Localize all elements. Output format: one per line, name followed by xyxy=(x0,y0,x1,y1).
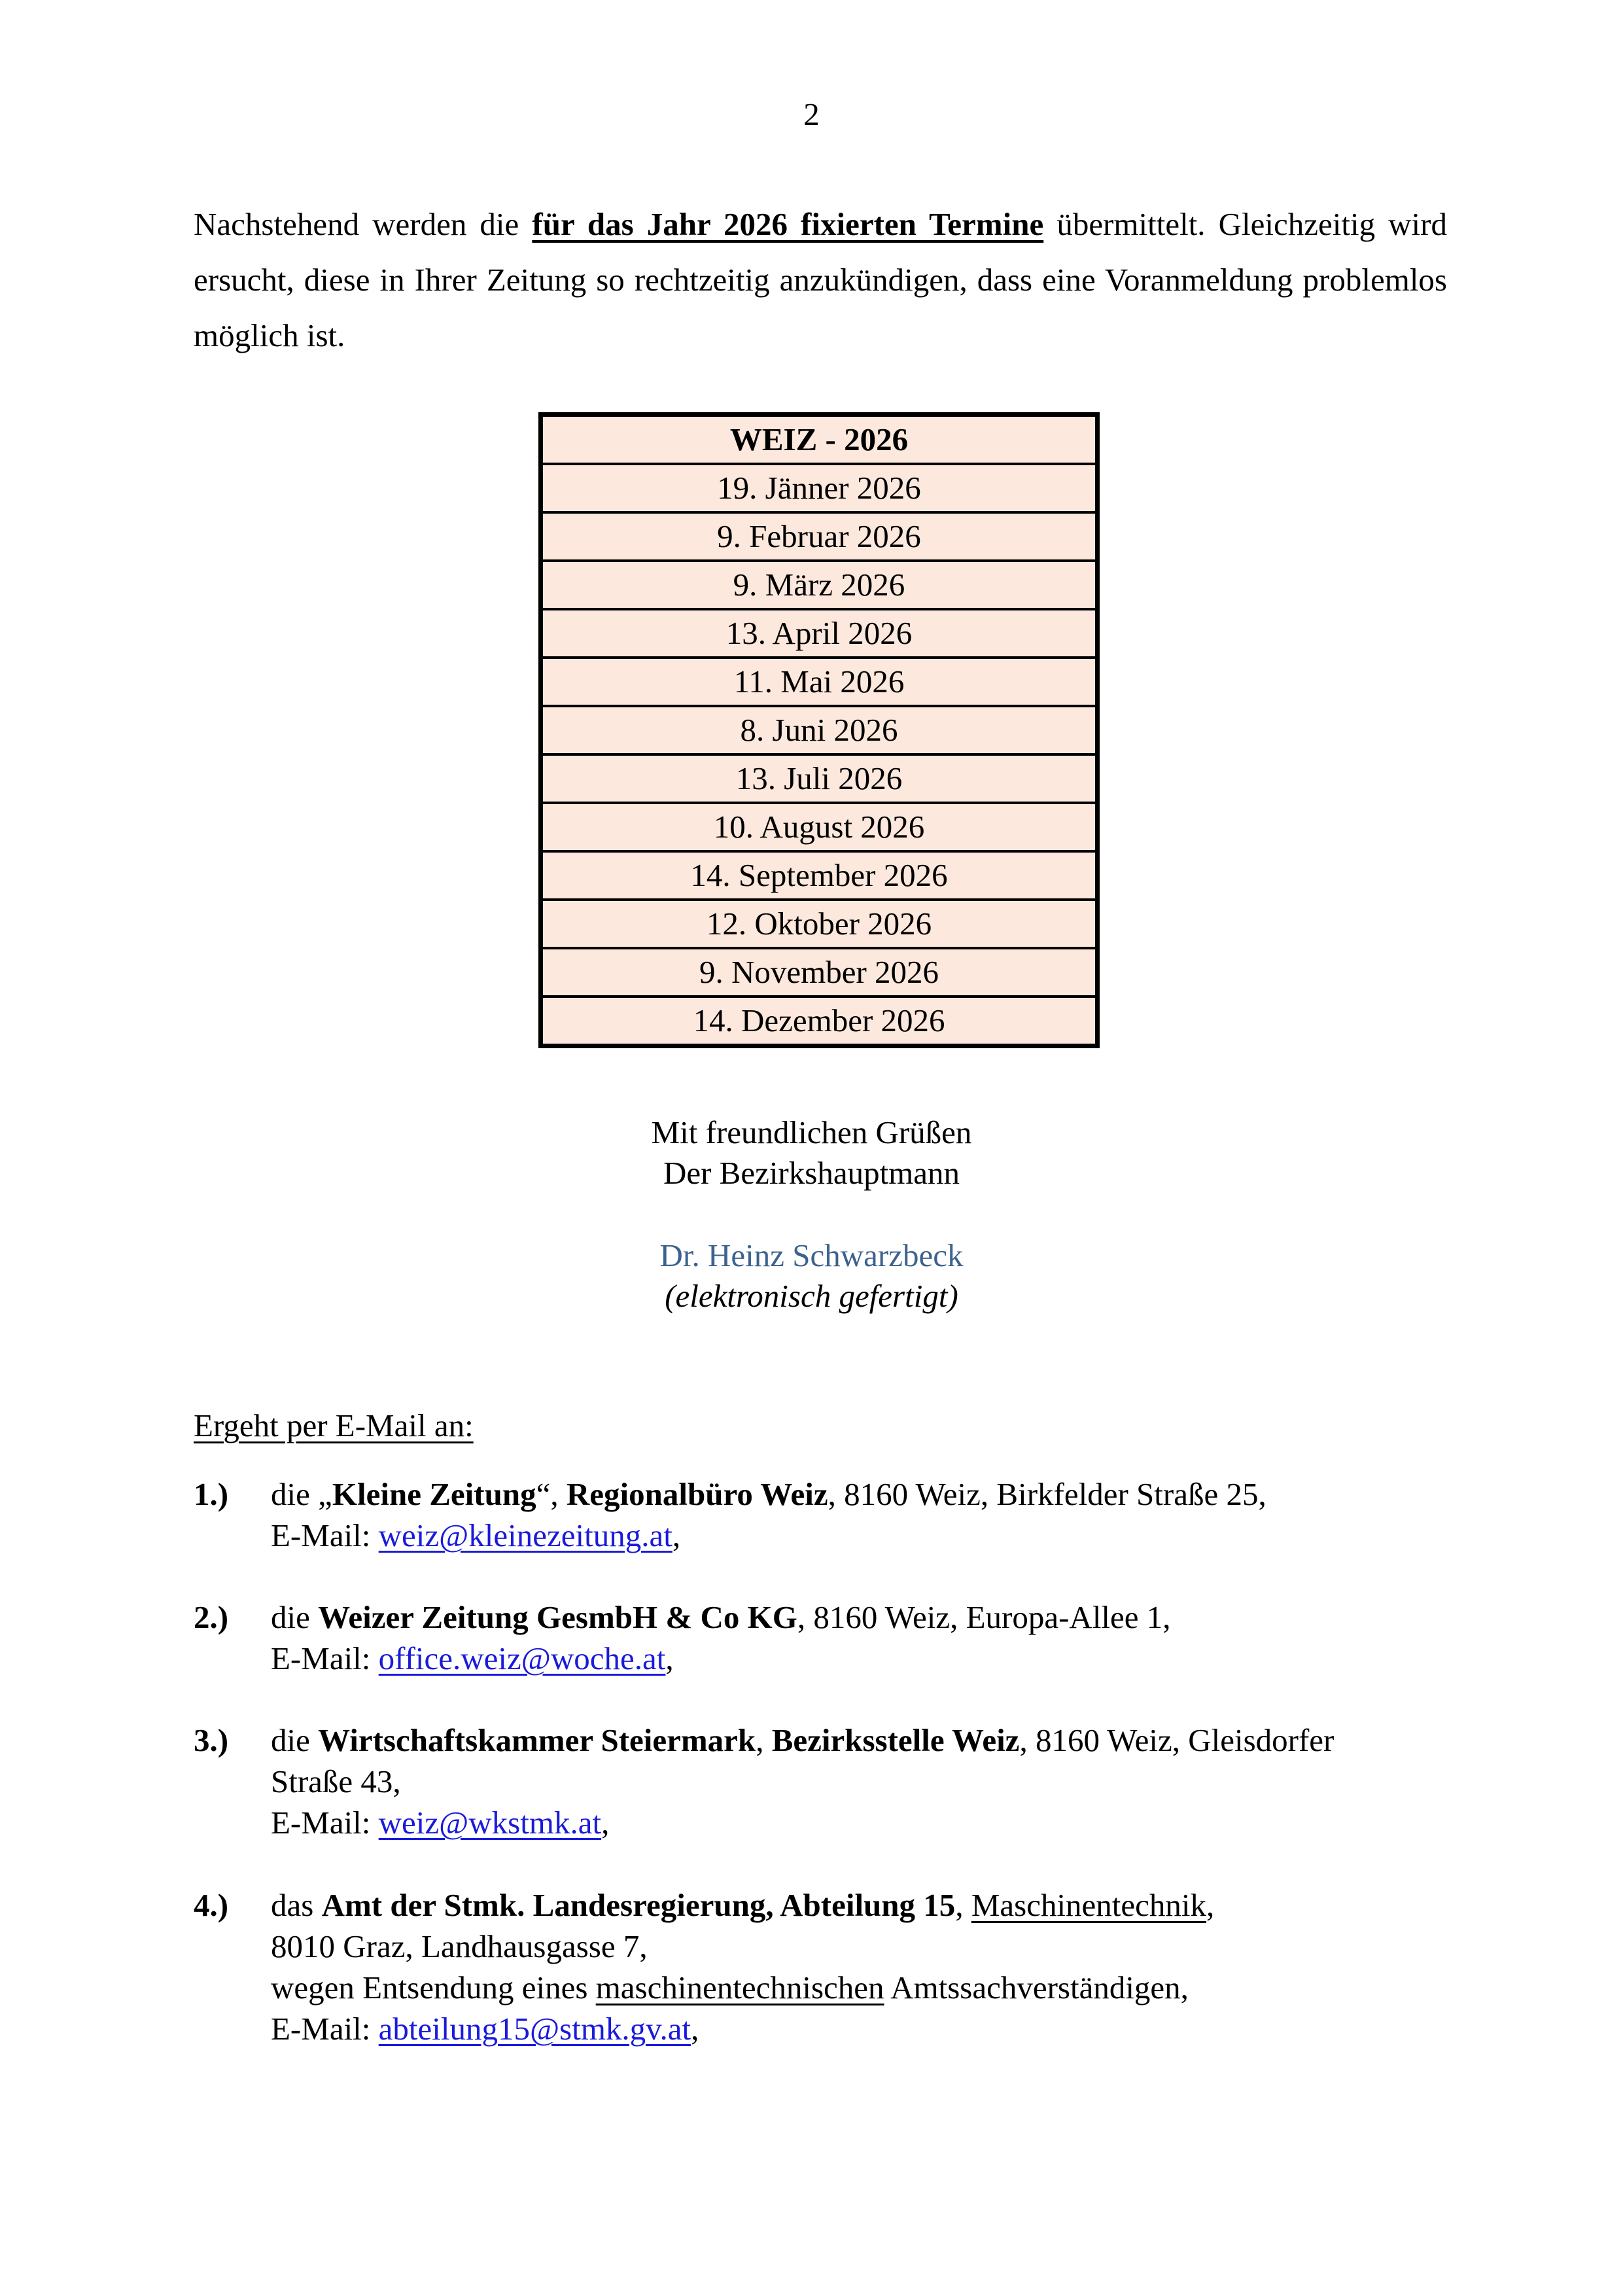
distribution-heading xyxy=(194,1407,474,1444)
entry-purpose-underlined: maschinentechnischen xyxy=(595,1969,884,2005)
intro-emphasis: für das Jahr 2026 fixierten Termine xyxy=(532,206,1044,242)
entry-purpose-before: wegen Entsendung eines xyxy=(271,1969,596,2005)
entry-separator: , xyxy=(756,1722,772,1758)
recipient-entry-1 xyxy=(194,1474,1437,1556)
date-row xyxy=(541,464,1098,512)
date-row xyxy=(541,900,1098,948)
entry-address-line xyxy=(271,1597,1437,1638)
date-row xyxy=(541,754,1098,803)
email-link[interactable]: abteilung15@stmk.gv.at xyxy=(378,2011,691,2047)
entry-org-name: Amt der Stmk. Landesregierung, Abteilung 15 xyxy=(321,1887,956,1923)
date-row xyxy=(541,658,1098,706)
recipient-entry-4 xyxy=(194,1884,1437,2049)
dates-table-header-row xyxy=(541,415,1098,465)
entry-number: 1.) xyxy=(194,1476,229,1512)
entry-trail: , xyxy=(672,1517,681,1553)
entry-separator: , xyxy=(955,1887,971,1923)
date-cell: 12. Oktober 2026 xyxy=(541,900,1098,948)
date-row xyxy=(541,561,1098,609)
entry-department: Maschinentechnik xyxy=(971,1887,1207,1923)
entry-trail: , xyxy=(691,2011,699,2047)
entry-prefix: die xyxy=(271,1599,319,1635)
entry-email-line xyxy=(271,1515,1437,1556)
date-cell: 14. Dezember 2026 xyxy=(541,997,1098,1046)
entry-trail: , xyxy=(665,1640,674,1676)
entry-org-name: Wirtschaftskammer Steiermark xyxy=(318,1722,756,1758)
email-link[interactable]: weiz@kleinezeitung.at xyxy=(378,1517,672,1553)
entry-trail: , xyxy=(601,1805,610,1841)
entry-email-line xyxy=(271,2008,1437,2049)
signature-note: (elektronisch gefertigt) xyxy=(665,1278,958,1314)
date-row xyxy=(541,512,1098,561)
entry-number: 2.) xyxy=(194,1599,229,1635)
entry-number: 3.) xyxy=(194,1722,229,1758)
intro-text-before: Nachstehend werden die xyxy=(194,206,532,242)
date-cell: 9. März 2026 xyxy=(541,561,1098,609)
date-cell: 14. September 2026 xyxy=(541,851,1098,900)
entry-address: , 8160 Weiz, Gleisdorfer Straße 43, xyxy=(271,1722,1335,1799)
dates-table-header: WEIZ - 2026 xyxy=(729,421,909,457)
closing-title: Der Bezirkshauptmann xyxy=(663,1155,960,1191)
date-cell: 11. Mai 2026 xyxy=(541,658,1098,706)
date-cell: 9. Februar 2026 xyxy=(541,512,1098,561)
entry-email-line xyxy=(271,1802,1384,1843)
date-cell: 13. Juli 2026 xyxy=(541,754,1098,803)
email-label: E-Mail: xyxy=(271,1805,379,1841)
entry-org-name: Kleine Zeitung xyxy=(332,1476,536,1512)
recipient-entry-2 xyxy=(194,1597,1437,1679)
entry-prefix: das xyxy=(271,1887,322,1923)
intro-paragraph xyxy=(194,196,1447,363)
date-cell: 9. November 2026 xyxy=(541,948,1098,997)
date-row xyxy=(541,609,1098,658)
email-label: E-Mail: xyxy=(271,2011,379,2047)
entry-address-line-2: 8010 Graz, Landhausgasse 7, xyxy=(271,1928,648,1964)
entry-address-line xyxy=(271,1474,1437,1515)
date-cell: 13. April 2026 xyxy=(541,609,1098,658)
entry-address: , 8160 Weiz, Birkfelder Straße 25, xyxy=(828,1476,1266,1512)
entry-email-line xyxy=(271,1638,1437,1679)
closing-greeting: Mit freundlichen Grüßen xyxy=(651,1114,972,1150)
date-cell: 10. August 2026 xyxy=(541,803,1098,851)
email-link[interactable]: office.weiz@woche.at xyxy=(378,1640,666,1676)
entry-separator: , xyxy=(1206,1887,1215,1923)
recipient-entry-3 xyxy=(194,1720,1384,1843)
entry-org-unit: Regionalbüro Weiz xyxy=(566,1476,828,1512)
date-row xyxy=(541,803,1098,851)
entry-prefix: die „ xyxy=(271,1476,332,1512)
date-row xyxy=(541,706,1098,754)
entry-number: 4.) xyxy=(194,1887,229,1923)
page-number: 2 xyxy=(803,96,820,132)
date-cell: 8. Juni 2026 xyxy=(541,706,1098,754)
entry-address-line xyxy=(271,1720,1384,1802)
dates-table xyxy=(538,412,1100,1048)
entry-separator: “, xyxy=(536,1476,567,1512)
intro-text-after: übermittelt. Gleichzeitig wird ersucht, diese in Ihrer Zeitung so rechtzeitig anzukündigen, dass eine Voranmeldung problemlos möglich ist. xyxy=(194,206,1447,353)
email-label: E-Mail: xyxy=(271,1640,379,1676)
email-label: E-Mail: xyxy=(271,1517,379,1553)
signer-name: Dr. Heinz Schwarzbeck xyxy=(659,1237,964,1273)
entry-address: , 8160 Weiz, Europa-Allee 1, xyxy=(797,1599,1171,1635)
entry-prefix: die xyxy=(271,1722,319,1758)
entry-address-line xyxy=(271,1884,1437,1926)
date-cell: 19. Jänner 2026 xyxy=(541,464,1098,512)
date-row xyxy=(541,997,1098,1046)
entry-purpose-after: Amtssachverständigen, xyxy=(884,1969,1189,2005)
distribution-heading-text: Ergeht per E-Mail an: xyxy=(194,1407,474,1443)
email-link[interactable]: weiz@wkstmk.at xyxy=(378,1805,602,1841)
date-row xyxy=(541,851,1098,900)
entry-org-name: Weizer Zeitung GesmbH & Co KG xyxy=(318,1599,797,1635)
entry-org-unit: Bezirksstelle Weiz xyxy=(771,1722,1020,1758)
date-row xyxy=(541,948,1098,997)
entry-purpose-line xyxy=(271,1967,1437,2008)
